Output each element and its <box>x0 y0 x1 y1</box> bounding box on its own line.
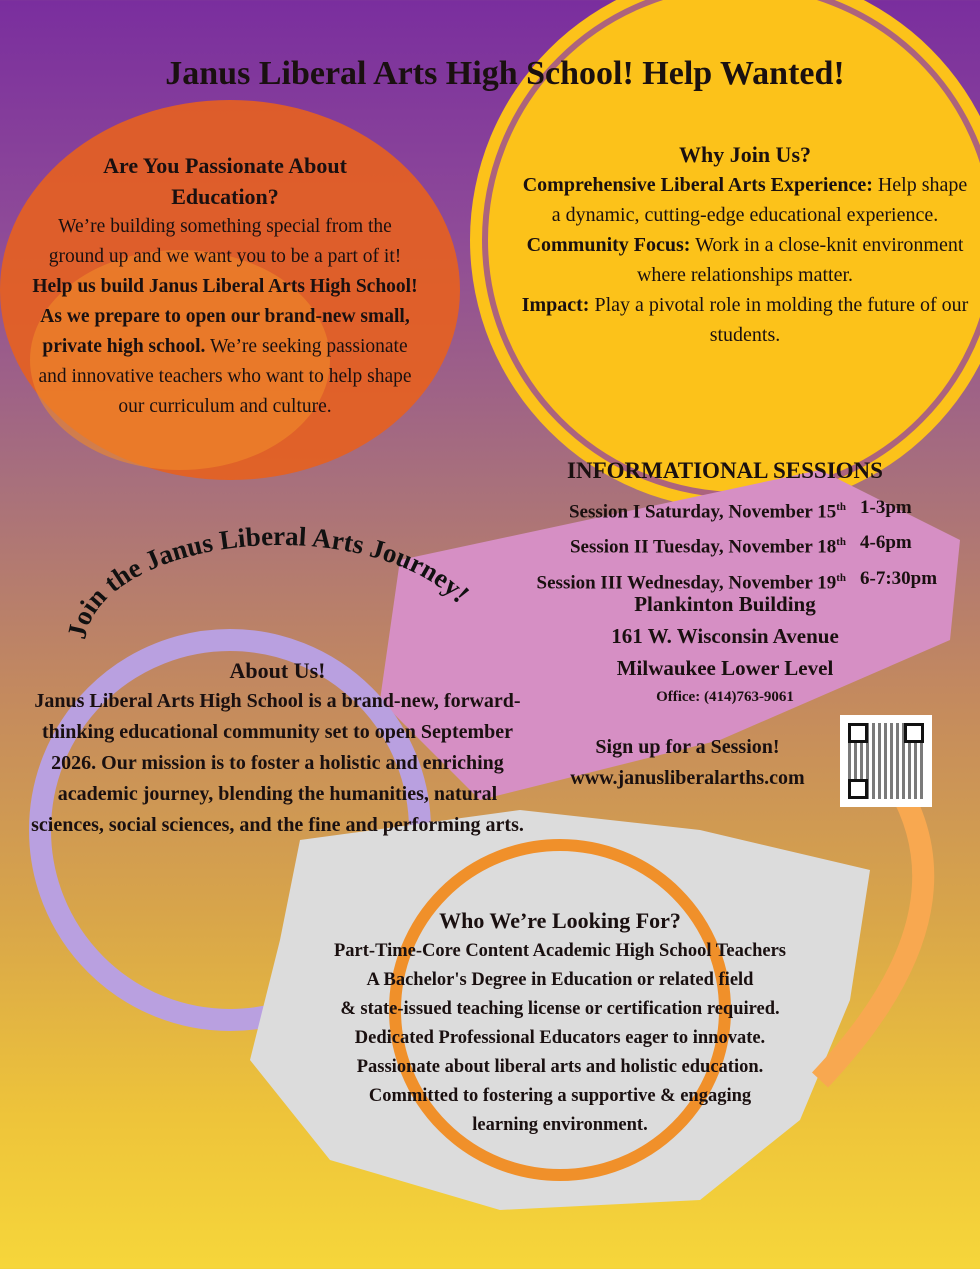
requirement-line: & state-issued teaching license or certification required. <box>340 999 780 1019</box>
passionate-text-2: Help us build Janus Liberal Arts High School! As we prepare to open our brand-new small, private high school. <box>32 276 418 357</box>
office-phone: Office: (414)763-9061 <box>656 689 794 705</box>
qr-code[interactable] <box>840 715 932 807</box>
requirement-line: Committed to fostering a supportive & engaging <box>368 1086 752 1106</box>
sessions-list <box>490 492 980 598</box>
signup-text: Sign up for a Session! <box>595 736 780 758</box>
about-section <box>25 655 530 841</box>
website-link[interactable]: www.janusliberalarths.com <box>570 767 805 789</box>
sessions-heading: INFORMATIONAL SESSIONS <box>567 458 883 483</box>
session-row: Session III Wednesday, November 19th 6-7:30pm <box>536 567 938 593</box>
looking-section <box>230 905 890 1140</box>
why-heading: Why Join Us? <box>678 142 812 167</box>
signup-block <box>540 732 835 794</box>
page-title: Janus Liberal Arts High School! Help Wanted! <box>165 55 845 92</box>
about-text: Janus Liberal Arts High School is a brand-new, forward-thinking educational community set to open September 2026. Our mission is to foster a holistic and enriching academic journey, blending the humanities, natural sciences, social sciences, and the fine and performing arts. <box>31 690 524 836</box>
requirement-line: Part-Time-Core Content Academic High School Teachers <box>333 941 786 961</box>
journey-curved-text: Join the Janus Liberal Arts Journey! <box>61 520 476 642</box>
requirement-line: learning environment. <box>472 1115 648 1135</box>
passionate-text-3: We’re seeking passionate and innovative teachers who want to help shape our curriculum and culture. <box>38 336 412 417</box>
requirement-line: Dedicated Professional Educators eager to innovate. <box>354 1028 766 1048</box>
session-row: Session II Tuesday, November 18th 4-6pm <box>569 532 912 558</box>
looking-heading: Who We’re Looking For? <box>439 908 681 933</box>
about-heading: About Us! <box>229 658 326 683</box>
why-item: Comprehensive Liberal Arts Experience: Help shape a dynamic, cutting-edge educational experience. <box>522 174 968 226</box>
passionate-heading: Are You Passionate About Education? <box>103 153 347 209</box>
sessions-section <box>490 458 960 484</box>
passionate-text-1: We’re building something special from the ground up and we want you to be a part of it! <box>48 216 402 267</box>
session-address: Plankinton Building 161 W. Wisconsin Avenue Milwaukee Lower Level Office: (414)763-9061 <box>560 588 890 710</box>
why-item: Impact: Play a pivotal role in molding the future of our students. <box>521 294 969 346</box>
passionate-section <box>30 150 420 422</box>
requirement-line: A Bachelor's Degree in Education or related field <box>366 970 754 990</box>
requirement-line: Passionate about liberal arts and holistic education. <box>356 1057 764 1077</box>
why-item: Community Focus: Work in a close-knit environment where relationships matter. <box>526 234 964 286</box>
session-row: Session I Saturday, November 15th 1-3pm <box>568 497 912 523</box>
why-join-section <box>520 140 970 350</box>
